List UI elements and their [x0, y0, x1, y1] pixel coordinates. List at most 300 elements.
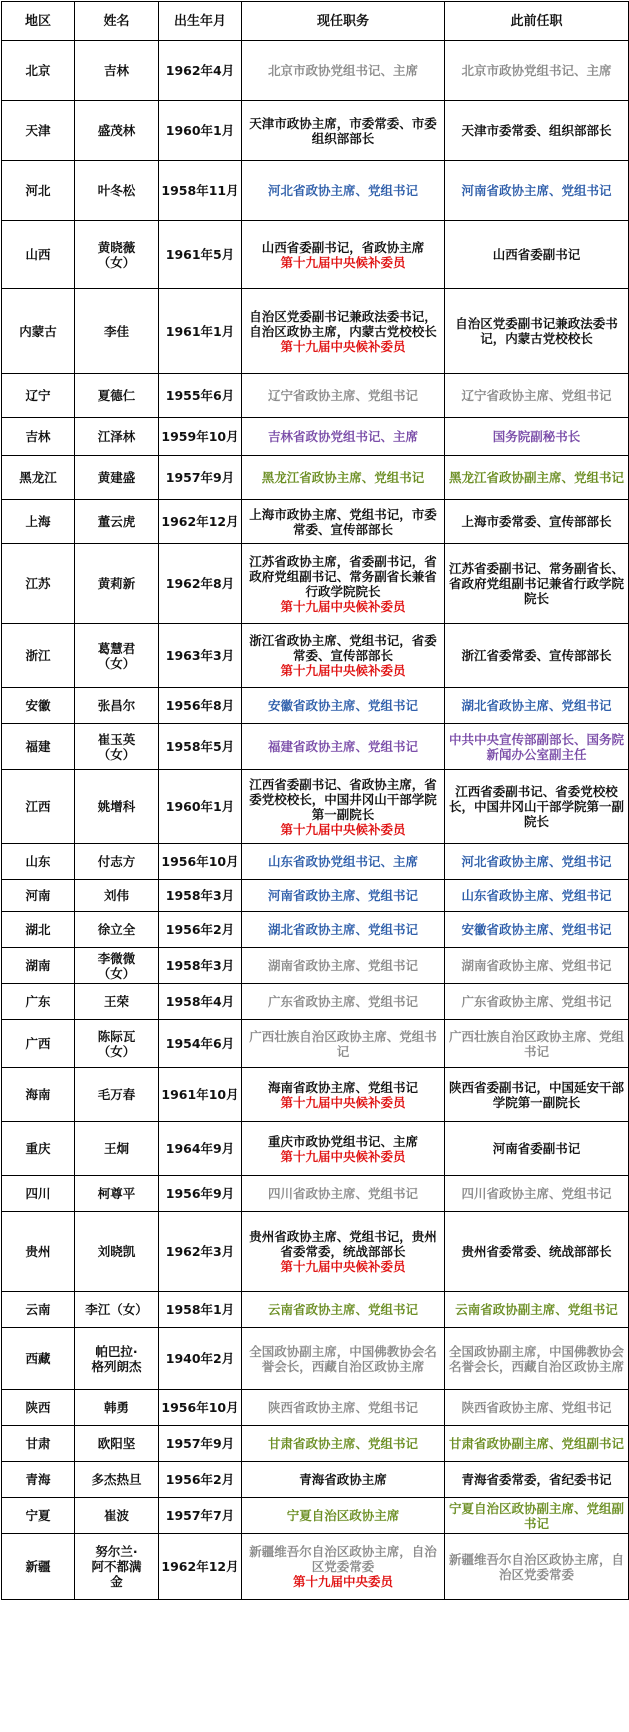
current-position-line: 第十九届中央候补委员 — [280, 254, 406, 270]
birth-cell: 1957年7月 — [159, 1498, 242, 1534]
name-line: 欧阳坚 — [97, 1436, 136, 1451]
current-position-line: 第十九届中央委员 — [292, 1574, 393, 1589]
name-line: 王炯 — [103, 1141, 129, 1156]
previous-position-cell — [445, 500, 629, 544]
current-position-line: 湖南省政协主席、党组书记 — [267, 958, 418, 973]
previous-position-line: 黑龙江省政协副主席、党组书记 — [448, 470, 624, 485]
current-position-line: 甘肃省政协主席、党组书记 — [267, 1436, 418, 1451]
previous-position-cell — [445, 1534, 629, 1600]
region-cell: 陕西 — [2, 1390, 75, 1426]
birth-cell: 1955年6月 — [159, 374, 242, 418]
birth-cell: 1958年11月 — [159, 161, 242, 221]
previous-position-cell — [445, 1426, 629, 1462]
name-cell — [75, 161, 159, 221]
birth-cell: 1958年4月 — [159, 984, 242, 1020]
name-line: 崔波 — [103, 1508, 129, 1523]
table-row — [2, 374, 629, 418]
name-cell — [75, 1176, 159, 1212]
current-position-cell — [242, 912, 445, 948]
name-line: 金 — [110, 1574, 123, 1589]
previous-position-line: 甘肃省政协副主席、党组副书记 — [448, 1436, 624, 1451]
region-cell: 福建 — [2, 724, 75, 770]
current-position-line: 全国政协副主席，中国佛教协会名誉会长，西藏自治区政协主席 — [249, 1343, 437, 1374]
table-row — [2, 456, 629, 500]
name-line: 姚增科 — [97, 799, 136, 814]
name-cell — [75, 948, 159, 984]
region-cell: 广东 — [2, 984, 75, 1020]
name-cell — [75, 1328, 159, 1390]
previous-position-cell — [445, 1462, 629, 1498]
name-line: 黄建盛 — [97, 470, 136, 485]
birth-cell: 1956年9月 — [159, 1176, 242, 1212]
current-position-line: 浙江省政协主席、党组书记，省委常委、宣传部部长 — [249, 633, 437, 663]
name-cell — [75, 1122, 159, 1176]
table-row — [2, 1498, 629, 1534]
region-cell: 北京 — [2, 41, 75, 101]
current-position-line: 河北省政协主席、党组书记 — [267, 183, 418, 198]
previous-position-cell — [445, 912, 629, 948]
current-position-line: 宁夏自治区政协主席 — [286, 1508, 400, 1523]
region-cell: 江西 — [2, 770, 75, 844]
birth-cell: 1962年12月 — [159, 1534, 242, 1600]
birth-cell: 1964年9月 — [159, 1122, 242, 1176]
name-line: （女） — [97, 655, 136, 671]
previous-position-cell — [445, 984, 629, 1020]
table-row — [2, 1534, 629, 1600]
birth-cell: 1960年1月 — [159, 770, 242, 844]
name-line: （女） — [97, 746, 136, 762]
header-name: 姓名 — [75, 2, 159, 41]
current-position-line: 青海省政协主席 — [299, 1472, 387, 1487]
region-cell: 山东 — [2, 844, 75, 880]
name-line: 帕巴拉· — [95, 1343, 138, 1359]
table-row — [2, 221, 629, 289]
birth-cell: 1957年9月 — [159, 456, 242, 500]
birth-cell: 1960年1月 — [159, 101, 242, 161]
region-cell: 重庆 — [2, 1122, 75, 1176]
previous-position-line: 陕西省政协主席、党组书记 — [461, 1400, 612, 1415]
region-cell: 青海 — [2, 1462, 75, 1498]
name-line: 努尔兰· — [95, 1544, 138, 1559]
current-position-line: 云南省政协主席、党组书记 — [267, 1302, 418, 1317]
name-cell — [75, 289, 159, 374]
table-row — [2, 770, 629, 844]
current-position-cell — [242, 101, 445, 161]
previous-position-line: 安徽省政协主席、党组书记 — [461, 922, 612, 937]
current-position-cell — [242, 948, 445, 984]
current-position-line: 江苏省政协主席，省委副书记，省政府党组副书记、常务副省长兼省行政学院院长 — [249, 553, 437, 599]
current-position-line: 安徽省政协主席、党组书记 — [267, 698, 418, 713]
name-cell — [75, 688, 159, 724]
birth-cell: 1962年3月 — [159, 1212, 242, 1292]
region-cell: 黑龙江 — [2, 456, 75, 500]
birth-cell: 1954年6月 — [159, 1020, 242, 1068]
header-current-position: 现任职务 — [242, 2, 445, 41]
region-cell: 内蒙古 — [2, 289, 75, 374]
header-birth: 出生年月 — [159, 2, 242, 41]
birth-cell: 1940年2月 — [159, 1328, 242, 1390]
current-position-line: 第十九届中央候补委员 — [280, 1094, 406, 1110]
name-cell — [75, 1534, 159, 1600]
previous-position-cell — [445, 101, 629, 161]
region-cell: 贵州 — [2, 1212, 75, 1292]
table-row — [2, 844, 629, 880]
name-cell — [75, 1426, 159, 1462]
current-position-cell — [242, 1212, 445, 1292]
table-row — [2, 161, 629, 221]
current-position-cell — [242, 1176, 445, 1212]
table-row — [2, 1068, 629, 1122]
region-cell: 河南 — [2, 880, 75, 912]
birth-cell: 1956年2月 — [159, 1462, 242, 1498]
previous-position-line: 天津市委常委、组织部部长 — [461, 123, 612, 138]
name-line: 张昌尔 — [97, 698, 136, 713]
current-position-cell — [242, 1462, 445, 1498]
region-cell: 江苏 — [2, 544, 75, 624]
current-position-cell — [242, 161, 445, 221]
current-position-cell — [242, 374, 445, 418]
table-body — [2, 41, 629, 1600]
current-position-cell — [242, 41, 445, 101]
region-cell: 河北 — [2, 161, 75, 221]
table-row — [2, 912, 629, 948]
name-cell — [75, 221, 159, 289]
region-cell: 云南 — [2, 1292, 75, 1328]
name-line: 李微微 — [97, 950, 136, 966]
previous-position-cell — [445, 41, 629, 101]
current-position-line: 陕西省政协主席、党组书记 — [267, 1400, 418, 1415]
name-cell — [75, 456, 159, 500]
region-cell: 湖北 — [2, 912, 75, 948]
current-position-cell — [242, 221, 445, 289]
previous-position-cell — [445, 844, 629, 880]
previous-position-cell — [445, 456, 629, 500]
current-position-line: 河南省政协主席、党组书记 — [267, 888, 418, 903]
name-cell — [75, 101, 159, 161]
previous-position-cell — [445, 1498, 629, 1534]
name-line: 崔玉英 — [97, 731, 136, 747]
name-line: （女） — [97, 1043, 136, 1059]
previous-position-line: 新疆维吾尔自治区政协主席，自治区党委常委 — [448, 1551, 624, 1582]
birth-cell: 1962年12月 — [159, 500, 242, 544]
current-position-cell — [242, 1328, 445, 1390]
previous-position-cell — [445, 880, 629, 912]
birth-cell: 1961年1月 — [159, 289, 242, 374]
name-cell — [75, 984, 159, 1020]
name-line: 王荣 — [103, 994, 129, 1009]
current-position-line: 福建省政协主席、党组书记 — [267, 739, 418, 754]
name-cell — [75, 1212, 159, 1292]
region-cell: 新疆 — [2, 1534, 75, 1600]
previous-position-line: 北京市政协党组书记、主席 — [461, 63, 612, 78]
previous-position-line: 四川省政协主席、党组书记 — [461, 1186, 612, 1201]
table-row — [2, 948, 629, 984]
name-cell — [75, 844, 159, 880]
name-line: 董云虎 — [97, 514, 136, 529]
previous-position-line: 广东省政协主席、党组书记 — [461, 994, 612, 1009]
previous-position-line: 中共中央宣传部副部长、国务院新闻办公室副主任 — [448, 731, 624, 762]
previous-position-cell — [445, 1328, 629, 1390]
current-position-cell — [242, 1020, 445, 1068]
current-position-cell — [242, 770, 445, 844]
current-position-cell — [242, 500, 445, 544]
previous-position-line: 广西壮族自治区政协主席、党组书记 — [448, 1028, 624, 1059]
current-position-line: 天津市政协主席，市委常委、市委组织部部长 — [249, 115, 437, 146]
name-line: 格列朗杰 — [91, 1358, 142, 1374]
previous-position-line: 青海省委常委，省纪委书记 — [461, 1472, 612, 1487]
table-row — [2, 984, 629, 1020]
name-cell — [75, 1292, 159, 1328]
name-cell — [75, 544, 159, 624]
name-line: 夏德仁 — [97, 388, 136, 403]
region-cell: 上海 — [2, 500, 75, 544]
region-cell: 吉林 — [2, 418, 75, 456]
name-cell — [75, 880, 159, 912]
table-row — [2, 1292, 629, 1328]
table-row — [2, 880, 629, 912]
current-position-line: 山西省委副书记，省政协主席 — [261, 239, 425, 255]
region-cell: 甘肃 — [2, 1426, 75, 1462]
previous-position-line: 辽宁省政协主席、党组书记 — [461, 388, 612, 403]
current-position-cell — [242, 544, 445, 624]
current-position-line: 广西壮族自治区政协主席、党组书记 — [249, 1028, 437, 1059]
current-position-cell — [242, 724, 445, 770]
name-line: 黄晓薇 — [97, 239, 136, 255]
name-line: 阿不都满 — [91, 1559, 142, 1574]
current-position-line: 重庆市政协党组书记、主席 — [267, 1133, 418, 1149]
previous-position-cell — [445, 221, 629, 289]
current-position-line: 自治区党委副书记兼政法委书记，自治区政协主席，内蒙古党校校长 — [249, 308, 437, 339]
previous-position-cell — [445, 1390, 629, 1426]
current-position-line: 北京市政协党组书记、主席 — [267, 63, 418, 78]
birth-cell: 1958年1月 — [159, 1292, 242, 1328]
birth-cell: 1961年5月 — [159, 221, 242, 289]
name-line: 李佳 — [103, 323, 129, 339]
name-line: 葛慧君 — [97, 640, 136, 656]
region-cell: 西藏 — [2, 1328, 75, 1390]
name-line: 付志方 — [97, 854, 136, 869]
table-row — [2, 101, 629, 161]
name-line: （女） — [97, 965, 136, 981]
current-position-line: 广东省政协主席、党组书记 — [267, 994, 418, 1009]
name-cell — [75, 724, 159, 770]
name-cell — [75, 1498, 159, 1534]
current-position-cell — [242, 1426, 445, 1462]
region-cell: 海南 — [2, 1068, 75, 1122]
previous-position-line: 山西省委副书记 — [492, 247, 581, 262]
current-position-line: 贵州省政协主席、党组书记，贵州省委常委，统战部部长 — [249, 1229, 437, 1259]
previous-position-line: 上海市委常委、宣传部部长 — [461, 514, 612, 529]
name-cell — [75, 374, 159, 418]
previous-position-line: 湖南省政协主席、党组书记 — [461, 958, 612, 973]
current-position-line: 上海市政协主席、党组书记，市委常委、宣传部部长 — [249, 506, 437, 537]
current-position-line: 新疆维吾尔自治区政协主席，自治区党委常委 — [249, 1544, 437, 1574]
table-row — [2, 41, 629, 101]
previous-position-cell — [445, 374, 629, 418]
current-position-cell — [242, 1498, 445, 1534]
name-line: 多杰热旦 — [91, 1472, 142, 1487]
birth-cell: 1961年10月 — [159, 1068, 242, 1122]
name-line: 叶冬松 — [97, 183, 136, 198]
current-position-cell — [242, 1390, 445, 1426]
previous-position-cell — [445, 1176, 629, 1212]
table-row — [2, 688, 629, 724]
current-position-cell — [242, 880, 445, 912]
previous-position-line: 湖北省政协主席、党组书记 — [461, 698, 612, 713]
birth-cell: 1956年8月 — [159, 688, 242, 724]
previous-position-cell — [445, 624, 629, 688]
current-position-cell — [242, 1122, 445, 1176]
region-cell: 天津 — [2, 101, 75, 161]
table-row — [2, 724, 629, 770]
current-position-line: 吉林省政协党组书记、主席 — [267, 429, 418, 444]
region-cell: 宁夏 — [2, 1498, 75, 1534]
birth-cell: 1958年3月 — [159, 948, 242, 984]
current-position-line: 山东省政协党组书记、主席 — [267, 854, 418, 869]
table-row — [2, 1328, 629, 1390]
current-position-line: 四川省政协主席、党组书记 — [267, 1186, 418, 1201]
table-row — [2, 500, 629, 544]
name-line: 毛万春 — [97, 1087, 136, 1102]
previous-position-cell — [445, 1020, 629, 1068]
current-position-line: 第十九届中央候补委员 — [280, 663, 406, 678]
current-position-line: 海南省政协主席、党组书记 — [267, 1079, 418, 1095]
name-cell — [75, 1068, 159, 1122]
name-line: 吉林 — [103, 63, 129, 78]
name-cell — [75, 41, 159, 101]
current-position-cell — [242, 984, 445, 1020]
previous-position-line: 自治区党委副书记兼政法委书记，内蒙古党校校长 — [455, 316, 618, 346]
previous-position-line: 江西省委副书记、省委党校校长，中国井冈山干部学院第一副院长 — [448, 784, 624, 829]
name-line: 黄莉新 — [97, 576, 136, 591]
name-line: 柯尊平 — [97, 1186, 136, 1201]
name-line: 刘伟 — [103, 888, 129, 903]
previous-position-line: 云南省政协副主席、党组书记 — [455, 1302, 618, 1317]
previous-position-cell — [445, 544, 629, 624]
header-row — [2, 2, 629, 41]
header-region: 地区 — [2, 2, 75, 41]
region-cell: 浙江 — [2, 624, 75, 688]
name-cell — [75, 770, 159, 844]
previous-position-line: 浙江省委常委、宣传部部长 — [461, 648, 612, 663]
previous-position-cell — [445, 724, 629, 770]
current-position-cell — [242, 289, 445, 374]
previous-position-cell — [445, 948, 629, 984]
current-position-line: 辽宁省政协主席、党组书记 — [267, 388, 418, 403]
officials-table — [1, 1, 629, 1600]
birth-cell: 1956年10月 — [159, 844, 242, 880]
birth-cell: 1958年5月 — [159, 724, 242, 770]
birth-cell: 1956年2月 — [159, 912, 242, 948]
previous-position-line: 宁夏自治区政协副主席、党组副书记 — [448, 1500, 624, 1531]
previous-position-cell — [445, 770, 629, 844]
current-position-cell — [242, 1292, 445, 1328]
current-position-line: 第十九届中央候补委员 — [280, 1148, 406, 1164]
name-cell — [75, 1462, 159, 1498]
table-row — [2, 1462, 629, 1498]
name-cell — [75, 912, 159, 948]
region-cell: 山西 — [2, 221, 75, 289]
name-cell — [75, 500, 159, 544]
table-row — [2, 1390, 629, 1426]
current-position-line: 第十九届中央候补委员 — [280, 821, 406, 837]
name-cell — [75, 1020, 159, 1068]
current-position-cell — [242, 1068, 445, 1122]
region-cell: 安徽 — [2, 688, 75, 724]
name-line: 陈际瓦 — [97, 1028, 136, 1044]
name-line: 李江（女） — [85, 1302, 148, 1317]
birth-cell: 1963年3月 — [159, 624, 242, 688]
previous-position-line: 河南省委副书记 — [492, 1141, 581, 1156]
current-position-line: 第十九届中央候补委员 — [280, 338, 406, 354]
current-position-cell — [242, 844, 445, 880]
current-position-cell — [242, 624, 445, 688]
previous-position-cell — [445, 1292, 629, 1328]
name-cell — [75, 418, 159, 456]
table-row — [2, 1020, 629, 1068]
current-position-line: 湖北省政协主席、党组书记 — [267, 922, 418, 937]
previous-position-cell — [445, 418, 629, 456]
previous-position-cell — [445, 161, 629, 221]
table-row — [2, 1176, 629, 1212]
previous-position-line: 山东省政协主席、党组书记 — [461, 888, 612, 903]
birth-cell: 1962年4月 — [159, 41, 242, 101]
birth-cell: 1956年10月 — [159, 1390, 242, 1426]
table-row — [2, 1122, 629, 1176]
birth-cell: 1957年9月 — [159, 1426, 242, 1462]
current-position-line: 黑龙江省政协主席、党组书记 — [261, 470, 425, 485]
name-line: 徐立全 — [97, 922, 136, 937]
birth-cell: 1958年3月 — [159, 880, 242, 912]
region-cell: 广西 — [2, 1020, 75, 1068]
current-position-cell — [242, 1534, 445, 1600]
region-cell: 湖南 — [2, 948, 75, 984]
previous-position-line: 河北省政协主席、党组书记 — [461, 854, 612, 869]
name-line: 盛茂林 — [97, 123, 136, 138]
name-line: 江泽林 — [97, 429, 136, 444]
previous-position-cell — [445, 1068, 629, 1122]
current-position-line: 第十九届中央候补委员 — [280, 1259, 406, 1274]
current-position-cell — [242, 688, 445, 724]
current-position-line: 江西省委副书记、省政协主席，省委党校校长，中国井冈山干部学院第一副院长 — [249, 776, 437, 822]
birth-cell: 1959年10月 — [159, 418, 242, 456]
previous-position-cell — [445, 1122, 629, 1176]
table-row — [2, 418, 629, 456]
name-cell — [75, 624, 159, 688]
name-cell — [75, 1390, 159, 1426]
name-line: （女） — [97, 254, 136, 270]
current-position-cell — [242, 418, 445, 456]
table-row — [2, 289, 629, 374]
previous-position-line: 全国政协副主席，中国佛教协会名誉会长，西藏自治区政协主席 — [448, 1343, 624, 1374]
previous-position-line: 陕西省委副书记，中国延安干部学院第一副院长 — [448, 1079, 624, 1110]
header-previous-position: 此前任职 — [445, 2, 629, 41]
previous-position-cell — [445, 688, 629, 724]
previous-position-cell — [445, 289, 629, 374]
table-row — [2, 624, 629, 688]
name-line: 韩勇 — [103, 1400, 129, 1415]
current-position-cell — [242, 456, 445, 500]
previous-position-line: 河南省政协主席、党组书记 — [461, 183, 612, 198]
table-row — [2, 1212, 629, 1292]
region-cell: 四川 — [2, 1176, 75, 1212]
birth-cell: 1962年8月 — [159, 544, 242, 624]
previous-position-cell — [445, 1212, 629, 1292]
current-position-line: 第十九届中央候补委员 — [280, 598, 406, 614]
previous-position-line: 国务院副秘书长 — [492, 429, 581, 444]
name-line: 刘晓凯 — [97, 1244, 136, 1259]
region-cell: 辽宁 — [2, 374, 75, 418]
